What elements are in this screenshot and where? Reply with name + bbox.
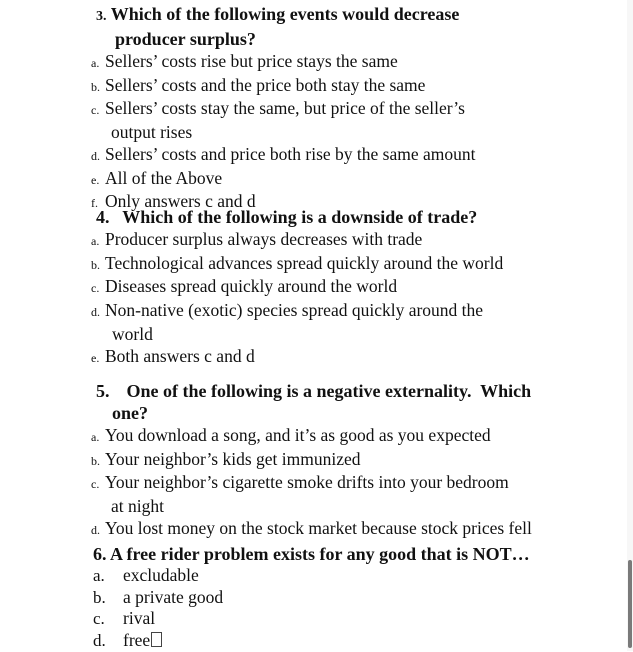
question-3-title-line1: Which of the following events would decrease: [110, 4, 460, 24]
option-text: free: [123, 630, 151, 651]
option-text: Diseases spread quickly around the world: [105, 276, 398, 297]
option-letter: c.: [93, 609, 105, 629]
question-4-option-a: [91, 229, 633, 253]
question-5-option-a: [91, 425, 633, 449]
question-3-option-a: [91, 51, 633, 75]
question-3-option-c-cont: [111, 122, 633, 144]
question-3-option-d: [91, 144, 633, 168]
vertical-scrollbar[interactable]: [627, 0, 633, 651]
option-text: Only answers c and d: [105, 191, 256, 212]
option-letter: b.: [91, 79, 100, 94]
question-5-title-line2: one?: [112, 403, 148, 423]
question-5: [0, 380, 620, 542]
question-4-option-e: [91, 346, 633, 370]
option-text-continued: at night: [111, 496, 164, 517]
option-letter: a.: [93, 566, 105, 585]
question-4-title: [96, 206, 633, 228]
question-5-title-line1: One of the following is a negative externality. Which: [126, 381, 532, 401]
option-letter: b.: [91, 257, 100, 272]
option-text: excludable: [123, 565, 199, 585]
option-text-continued: output rises: [111, 122, 193, 143]
question-4-option-d-cont: [112, 324, 633, 346]
option-letter: a.: [91, 430, 100, 444]
question-5-option-c: [91, 472, 633, 496]
option-letter: d.: [93, 631, 106, 651]
question-3-title-line2-row: [115, 28, 633, 50]
question-5-title: [96, 380, 633, 402]
option-letter: c.: [91, 477, 100, 492]
option-letter: c.: [91, 103, 100, 118]
option-text: Producer surplus always decreases with trade: [105, 229, 423, 249]
question-5-title-line2-row: [112, 402, 633, 424]
option-text: Sellers’ costs rise but price stays the same: [105, 51, 398, 71]
question-3-option-c: [91, 98, 633, 122]
question-4-option-c: [91, 276, 633, 300]
option-letter: b.: [91, 453, 100, 468]
option-letter: d.: [91, 522, 100, 537]
question-3-option-b: [91, 75, 633, 99]
question-3-title: [96, 3, 633, 28]
question-3: [0, 3, 620, 215]
option-text: rival: [123, 608, 156, 629]
option-text: You lost money on the stock market because stock prices fell: [105, 517, 532, 538]
option-text: Technological advances spread quickly around the world: [105, 252, 504, 273]
option-text: Sellers’ costs and price both rise by the same amount: [105, 143, 476, 164]
option-text-continued: world: [112, 323, 153, 344]
option-letter: b.: [93, 587, 106, 607]
option-letter: e.: [91, 172, 100, 187]
question-3-title-line2: producer surplus?: [115, 29, 256, 49]
question-3-option-e: [91, 168, 633, 192]
scrollbar-thumb[interactable]: [628, 560, 632, 648]
option-letter: c.: [91, 281, 100, 296]
question-6-number: 6.: [93, 544, 107, 564]
option-text: Your neighbor’s cigarette smoke drifts into your bedroom: [105, 472, 509, 493]
option-text: Sellers’ costs stay the same, but price of the seller’s: [105, 98, 465, 119]
option-letter: e.: [91, 350, 100, 365]
option-letter: a.: [91, 56, 100, 70]
option-text: Both answers c and d: [105, 345, 255, 366]
missing-glyph-icon: [151, 632, 162, 647]
question-5-option-d: [91, 518, 633, 542]
option-text: a private good: [123, 586, 224, 607]
question-6-title-line1: A free rider problem exists for any good that is NOT…: [110, 544, 530, 564]
option-text: You download a song, and it’s as good as you expected: [105, 425, 491, 445]
option-letter: f.: [91, 196, 98, 211]
question-6-option-d: [93, 630, 633, 652]
question-4-number: 4.: [96, 207, 110, 227]
question-6-option-a: [93, 565, 633, 587]
question-4-title-line1: Which of the following is a downside of trade?: [122, 207, 478, 227]
question-5-number: 5.: [96, 381, 110, 401]
question-4: [0, 206, 620, 369]
question-4-option-d: [91, 300, 633, 324]
question-3-number: 3.: [96, 9, 107, 24]
question-5-option-b: [91, 449, 633, 473]
option-letter: d.: [91, 148, 100, 163]
question-4-option-b: [91, 253, 633, 277]
question-6-option-c: [93, 608, 633, 630]
option-text: All of the Above: [105, 167, 223, 188]
option-letter: a.: [91, 234, 100, 248]
option-text: Non-native (exotic) species spread quickly around the: [105, 300, 484, 321]
question-6: [0, 543, 620, 652]
option-text: Sellers’ costs and the price both stay the same: [105, 74, 426, 95]
question-6-option-b: [93, 587, 633, 609]
question-5-option-c-cont: [111, 496, 633, 518]
option-letter: d.: [91, 305, 100, 320]
question-6-title: [93, 543, 633, 565]
option-text: Your neighbor’s kids get immunized: [105, 448, 361, 469]
